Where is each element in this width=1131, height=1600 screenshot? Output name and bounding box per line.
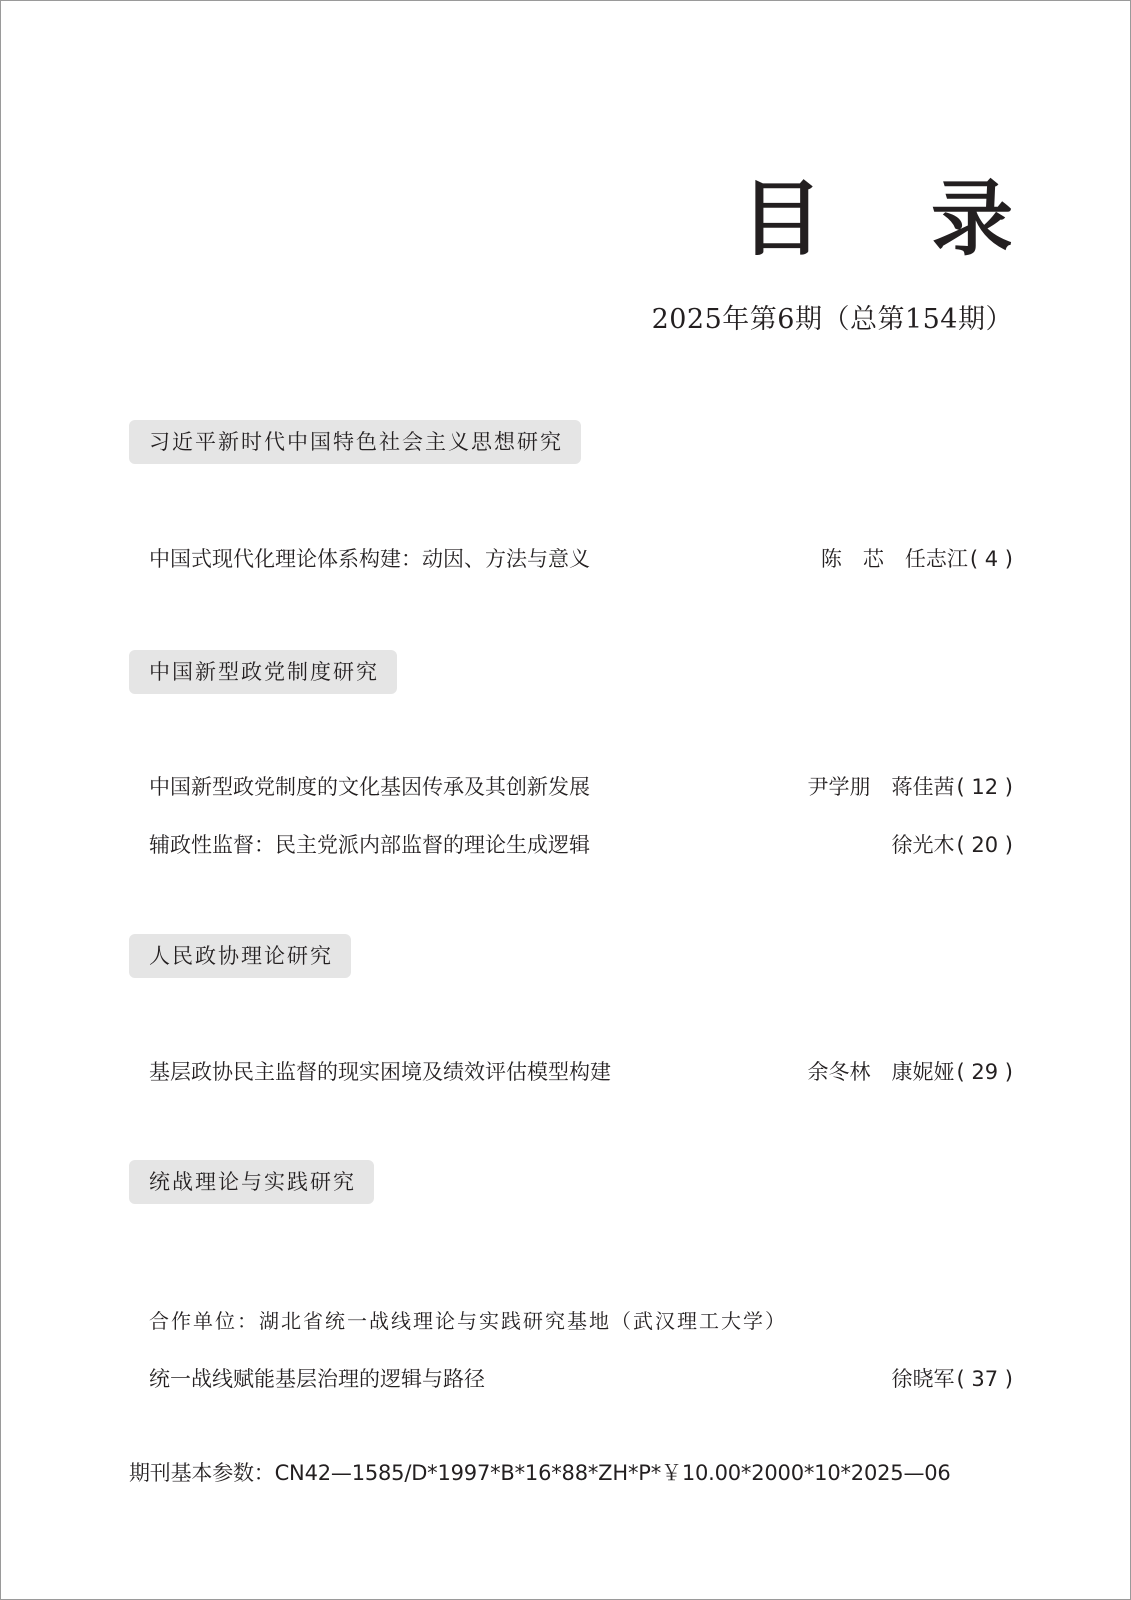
toc-entry-meta xyxy=(821,544,1013,574)
section-label-party-system: 中国新型政党制度研究 xyxy=(129,650,397,694)
toc-entry-authors: 余冬林 康妮娅 xyxy=(807,1060,955,1084)
section-label-xi-thought: 习近平新时代中国特色社会主义思想研究 xyxy=(129,420,581,464)
toc-entry-authors: 徐晓军 xyxy=(891,1367,955,1391)
journal-parameters: 期刊基本参数：CN42—1585/D*1997*B*16*88*ZH*P*￥10.00*2000*10*2025—06 xyxy=(129,1461,951,1485)
toc-entry-meta xyxy=(808,772,1013,802)
toc-entry-title[interactable]: 辅政性监督：民主党派内部监督的理论生成逻辑 xyxy=(149,833,590,857)
section-label-united-front: 统战理论与实践研究 xyxy=(129,1160,374,1204)
issue-number: 2025年第6期（总第154期） xyxy=(651,304,1013,335)
toc-entry-title[interactable]: 中国式现代化理论体系构建：动因、方法与意义 xyxy=(149,547,590,571)
toc-entry[interactable] xyxy=(149,772,1013,802)
toc-entry[interactable] xyxy=(149,830,1013,860)
toc-entry-page: ( 20 ) xyxy=(956,833,1013,857)
toc-entry-title[interactable]: 统一战线赋能基层治理的逻辑与路径 xyxy=(149,1367,485,1391)
toc-entry-authors: 陈 芯 任志江 xyxy=(820,547,968,571)
toc-entry-meta xyxy=(892,1364,1013,1394)
toc-entry-authors: 尹学朋 蒋佳茜 xyxy=(807,775,955,799)
toc-entry-meta xyxy=(892,830,1013,860)
toc-entry-page: ( 37 ) xyxy=(956,1367,1013,1391)
toc-entry-page: ( 4 ) xyxy=(969,547,1013,571)
cooperation-unit: 合作单位：湖北省统一战线理论与实践研究基地（武汉理工大学） xyxy=(149,1309,787,1333)
toc-entry-page: ( 29 ) xyxy=(956,1060,1013,1084)
toc-entry-title[interactable]: 基层政协民主监督的现实困境及绩效评估模型构建 xyxy=(149,1060,611,1084)
toc-entry-meta xyxy=(808,1057,1013,1087)
toc-entry-page: ( 12 ) xyxy=(956,775,1013,799)
toc-entry-authors: 徐光木 xyxy=(891,833,955,857)
page-title: 目 录 xyxy=(740,171,1053,267)
section-label-cppcc: 人民政协理论研究 xyxy=(129,934,351,978)
toc-entry-title[interactable]: 中国新型政党制度的文化基因传承及其创新发展 xyxy=(149,775,590,799)
toc-entry[interactable] xyxy=(149,544,1013,574)
toc-entry[interactable] xyxy=(149,1057,1013,1087)
toc-entry[interactable] xyxy=(149,1364,1013,1394)
